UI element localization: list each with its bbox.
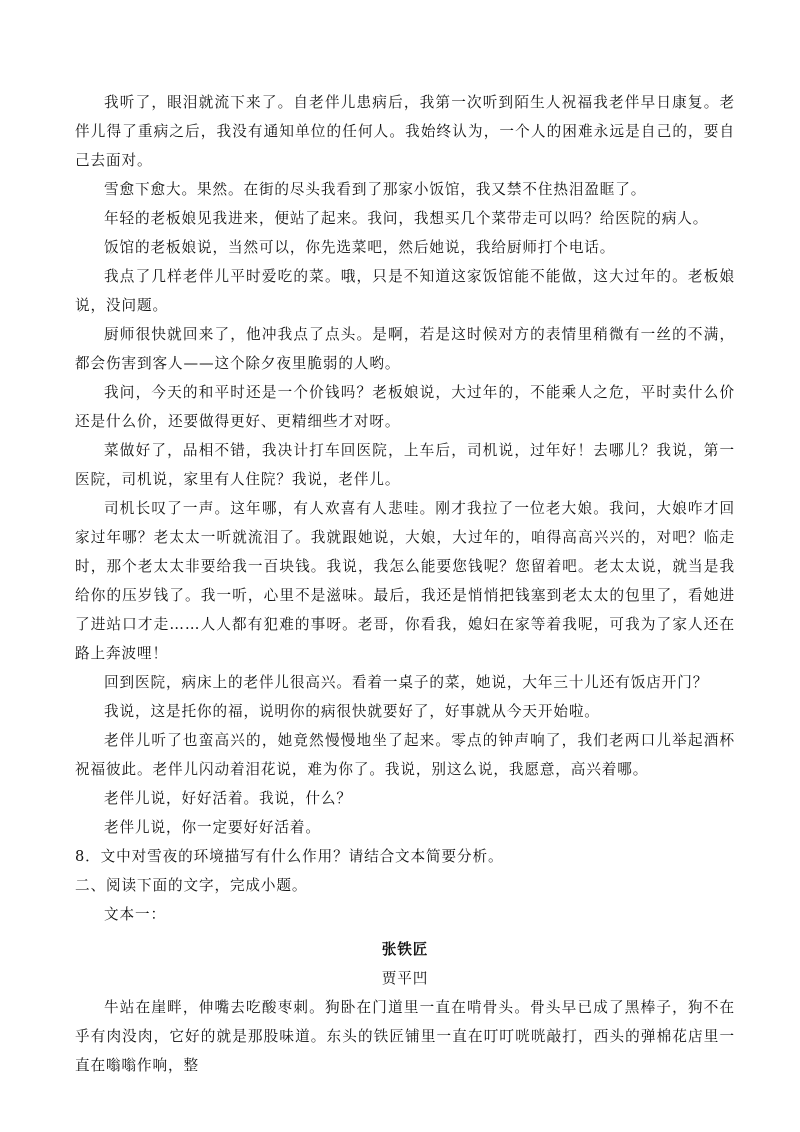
- question-8: 8．文中对雪夜的环境描写有什么作用？请结合文本简要分析。: [75, 848, 504, 865]
- passage-paragraph-12: 老伴儿听了也蛮高兴的，她竟然慢慢地坐了起来。零点的钟声响了，我们老两口儿举起酒杯祝福彼此。老伴儿闪动着泪花说，难为你了。我说，别这么说，我愿意，高兴着哪。: [75, 732, 735, 778]
- passage-paragraph-14: 老伴儿说，你一定要好好活着。: [104, 819, 321, 836]
- passage-paragraph-6: 厨师很快就回来了，他冲我点了点头。是啊，若是这时候对方的表情里稍微有一丝的不满，都会伤害到客人——这个除夕夜里脆弱的人哟。: [75, 326, 735, 372]
- passage-paragraph-2: 雪愈下愈大。果然。在街的尽头我看到了那家小饭馆，我又禁不住热泪盈眶了。: [104, 181, 647, 198]
- passage-paragraph-9: 司机长叹了一声。这年哪，有人欢喜有人悲哇。刚才我拉了一位老大娘。我问，大娘咋才回家过年哪？老太太一听就流泪了。我就跟她说，大娘，大过年的，咱得高高兴兴的，对吧？临走时，那个老太太非要给我一百块钱。我说，我怎么能要您钱呢？您留着吧。老太太说，就当是我给你的压岁钱了。我一听，心里不是滋味。最后，我还是悄悄把钱塞到老太太的包里了，看她进了进站口才走……人人都有犯难的事呀。老哥，你看我，媳妇在家等着我呢，可我为了家人还在路上奔波哩！: [75, 500, 735, 662]
- passage-paragraph-10: 回到医院，病床上的老伴儿很高兴。看着一桌子的菜，她说，大年三十儿还有饭店开门？: [104, 674, 709, 691]
- document-body: [75, 88, 735, 1080]
- passage-paragraph-13: 老伴儿说，好好活着。我说，什么？: [104, 790, 352, 807]
- passage-paragraph-5: 我点了几样老伴儿平时爱吃的菜。哦，只是不知道这家饭馆能不能做，这大过年的。老板娘说，没问题。: [75, 268, 735, 314]
- passage-paragraph-11: 我说，这是托你的福，说明你的病很快就要好了，好事就从今天开始啦。: [104, 703, 600, 720]
- section-2-heading: 二、阅读下面的文字，完成小题。: [75, 877, 308, 894]
- article-paragraph-1: 牛站在崖畔，伸嘴去吃酸枣刺。狗卧在门道里一直在啃骨头。骨头早已成了黑棒子，狗不在乎有肉没肉，它好的就是那股味道。东头的铁匠铺里一直在叮叮咣咣敲打，西头的弹棉花店里一直在嗡嗡作响，整: [75, 999, 735, 1074]
- passage-paragraph-7: 我问，今天的和平时还是一个价钱吗？老板娘说，大过年的，不能乘人之危，平时卖什么价还是什么价，还要做得更好、更精细些才对呀。: [75, 384, 735, 430]
- passage-paragraph-8: 菜做好了，品相不错，我决计打车回医院，上车后，司机说，过年好！去哪儿？我说，第一医院，司机说，家里有人住院？我说，老伴儿。: [75, 442, 735, 488]
- article-author: 贾平凹: [381, 970, 429, 987]
- article-title: 张铁匠: [381, 941, 429, 958]
- text-one-label: 文本一：: [104, 906, 166, 923]
- passage-paragraph-3: 年轻的老板娘见我进来，便站了起来。我问，我想买几个菜带走可以吗？给医院的病人。: [104, 210, 709, 227]
- passage-paragraph-4: 饭馆的老板娘说，当然可以，你先选菜吧，然后她说，我给厨师打个电话。: [104, 239, 616, 256]
- passage-paragraph-1: 我听了，眼泪就流下来了。自老伴儿患病后，我第一次听到陌生人祝福我老伴早日康复。老伴儿得了重病之后，我没有通知单位的任何人。我始终认为，一个人的困难永远是自己的，要自己去面对。: [75, 94, 735, 169]
